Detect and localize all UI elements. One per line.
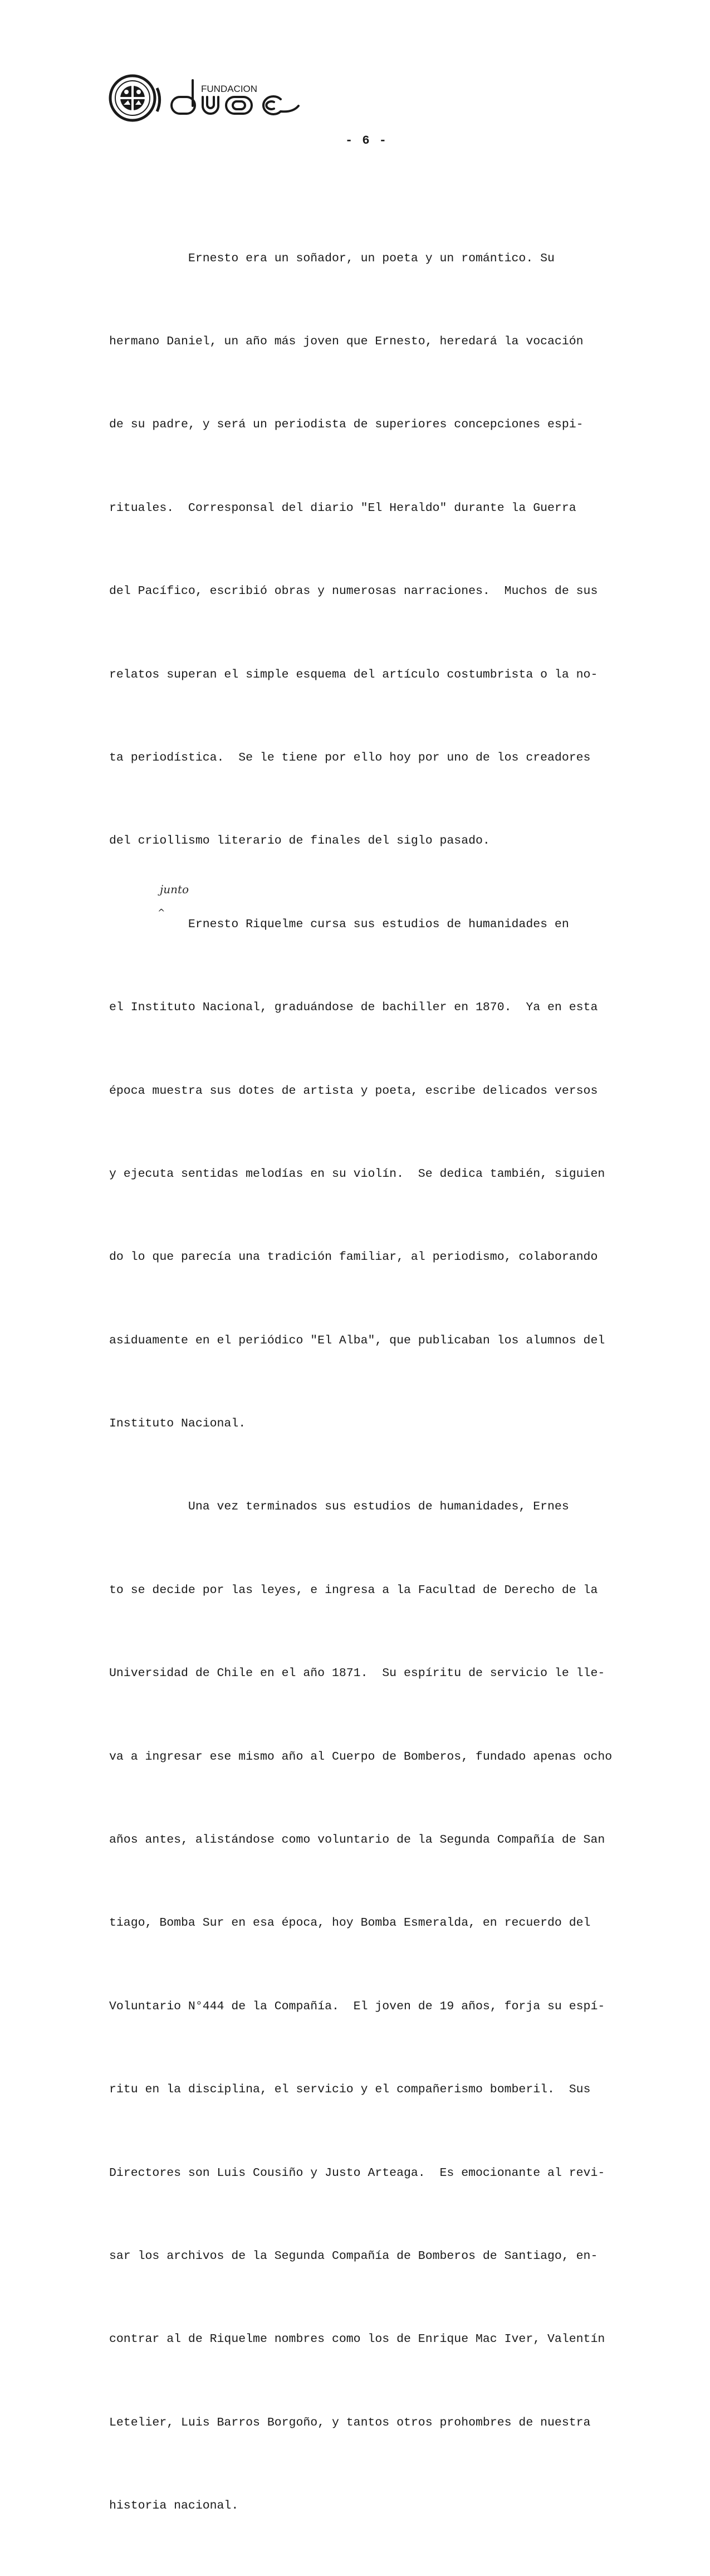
text-line: del criollismo literario de finales del siglo pasado. (109, 834, 490, 848)
insertion-caret: ^ (158, 907, 165, 918)
text-line: y ejecuta sentidas melodías en su violín. Se dedica también, siguien (109, 1167, 605, 1181)
text-line: Universidad de Chile en el año 1871. Su espíritu de servicio le lle- (109, 1667, 605, 1681)
text-line: Ernesto era un soñador, un poeta y un romántico. Su (109, 251, 555, 265)
text-line: Una vez terminados sus estudios de humanidades, Ernes (109, 1500, 569, 1514)
text-line: sar los archivos de la Segunda Compañía de Bomberos de Santiago, en- (109, 2249, 598, 2263)
text-line: do lo que parecía una tradición familiar, al periodismo, colaborando (109, 1250, 598, 1264)
text-line: Letelier, Luis Barros Borgoño, y tantos otros prohombres de nuestra (109, 2416, 591, 2429)
text-line: rituales. Corresponsal del diario "El Heraldo" durante la Guerra (109, 501, 576, 515)
text-line: asiduamente en el periódico "El Alba", que publicaban los alumnos del (109, 1333, 605, 1347)
text-line: años antes, alistándose como voluntario de la Segunda Compañía de San (109, 1833, 605, 1847)
text-line: de su padre, y será un periodista de superiores concepciones espi- (109, 418, 584, 432)
duoc-logo-graphic (109, 71, 304, 127)
text-line: relatos superan el simple esquema del artículo costumbrista o la no- (109, 668, 598, 681)
text-line: Directores son Luis Cousiño y Justo Arteaga. Es emocionante al revi- (109, 2166, 605, 2180)
page-number: - 6 - (345, 134, 388, 148)
text-line: hermano Daniel, un año más joven que Ernesto, heredará la vocación (109, 334, 584, 348)
text-line: va a ingresar ese mismo año al Cuerpo de Bomberos, fundado apenas ocho (109, 1750, 613, 1764)
body-text (109, 189, 688, 2576)
text-line: ritu en la disciplina, el servicio y el compañerismo bomberil. Sus (109, 2083, 591, 2097)
text-line: ta periodística. Se le tiene por ello hoy por uno de los creadores (109, 751, 591, 764)
text-line: el Instituto Nacional, graduándose de bachiller en 1870. Ya en esta (109, 1001, 598, 1015)
fundacion-duoc-logo (109, 71, 304, 127)
text-line: tiago, Bomba Sur en esa época, hoy Bomba Esmeralda, en recuerdo del (109, 1916, 591, 1930)
handwritten-insert: junto (160, 883, 189, 896)
text-line: Ernesto Riquelme cursa sus estudios de humanidades en (109, 917, 569, 931)
text-line: del Pacífico, escribió obras y numerosas narraciones. Muchos de sus (109, 585, 598, 598)
text-line: to se decide por las leyes, e ingresa a la Facultad de Derecho de la (109, 1583, 598, 1597)
logo-text-fundacion: FUNDACION (201, 84, 258, 94)
text-line: historia nacional. (109, 2499, 239, 2513)
text-line: contrar al de Riquelme nombres como los de Enrique Mac Iver, Valentín (109, 2332, 605, 2346)
text-line: Voluntario N°444 de la Compañía. El joven de 19 años, forja su espí- (109, 1999, 605, 2013)
text-line: época muestra sus dotes de artista y poeta, escribe delicados versos (109, 1084, 598, 1098)
text-line: Instituto Nacional. (109, 1417, 246, 1431)
